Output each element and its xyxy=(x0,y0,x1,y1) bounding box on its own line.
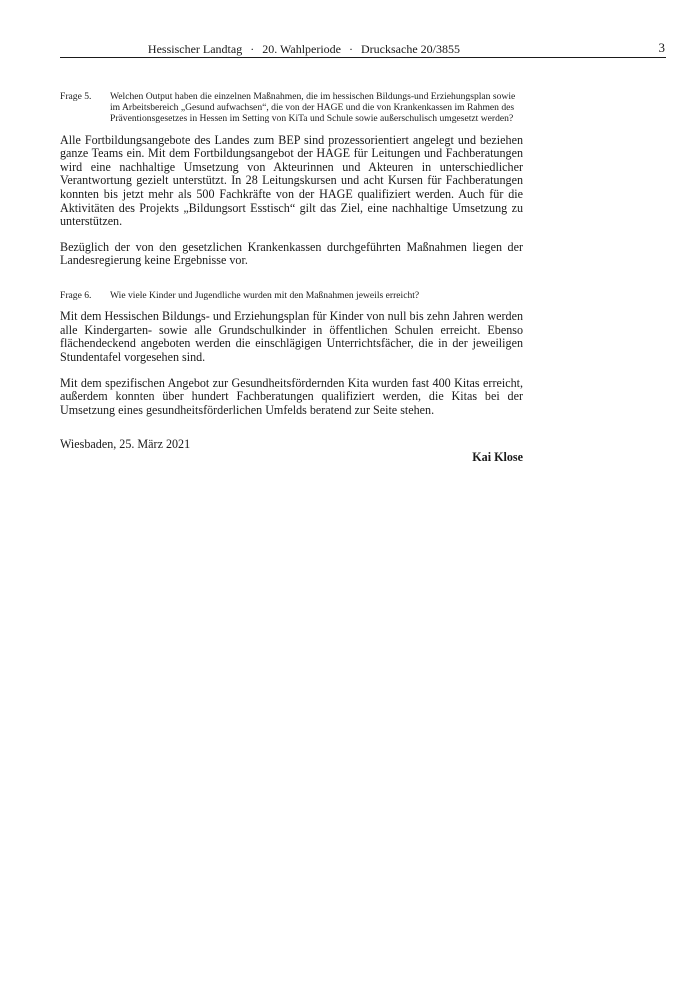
place-and-date: Wiesbaden, 25. März 2021 xyxy=(60,437,191,452)
question-5 xyxy=(60,91,523,125)
header-parliament: Hessischer Landtag xyxy=(147,42,243,56)
closing-block xyxy=(60,438,523,466)
answer-paragraph: Alle Fortbildungsangebote des Landes zum BEP sind prozessorientiert angelegt und beziehen ganze Teams ein. Mit dem Fortbildungsangebot der HAGE für Leitungen und Fachberatungen wird eine nachhaltige Umsetzung von Akteurinnen und Akteuren in unterschiedlicher Verantwortung gezielt unterstützt. In 28 Leitungskursen und acht Kursen für Fachberatungen konnten bis jetzt mehr als 500 Fachkräfte von der HAGE qualifiziert werden. Auch für die Aktivitäten des Projekts „Bildungsort Esstisch“ gilt das Ziel, eine nachhaltige Umsetzung zu unterstützen. xyxy=(60,132,523,229)
header-rule xyxy=(60,57,666,58)
question-text: Wie viele Kinder und Jugendliche wurden mit den Maßnahmen jeweils erreicht? xyxy=(110,289,420,301)
header-separator: · xyxy=(349,42,354,56)
document-body xyxy=(60,91,523,466)
header-separator: · xyxy=(250,42,255,56)
answer-paragraph: Mit dem spezifischen Angebot zur Gesundheitsfördernden Kita wurden fast 400 Kitas erreicht, außerdem konnten über hundert Fachberatungen qualifiziert werden, die Kitas bei der Umsetzung eines gesundheitsförderlichen Umfelds beratend zur Seite stehen. xyxy=(60,375,523,417)
question-label: Frage 6. xyxy=(60,289,92,301)
header-reference-line xyxy=(120,41,460,57)
question-6 xyxy=(60,290,523,301)
header-period: 20. Wahlperiode xyxy=(262,42,342,56)
question-label: Frage 5. xyxy=(60,91,92,102)
question-text: Welchen Output haben die einzelnen Maßnahmen, die im hessischen Bildungs-und Erziehungsplan sowie im Arbeitsbereich „Gesund aufwachsen“, die von der HAGE und die von Krankenkassen im Rahmen des Präventionsgesetzes in Hessen im Setting von KiTa und Schule sowie außerschulisch umgesetzt werden? xyxy=(110,91,516,125)
signatory-name: Kai Klose xyxy=(472,450,523,465)
page-number: 3 xyxy=(658,40,665,55)
header-document-ref: Drucksache 20/3855 xyxy=(361,42,460,56)
answer-paragraph: Bezüglich der von den gesetzlichen Krankenkassen durchgeführten Maßnahmen liegen der Landesregierung keine Ergebnisse vor. xyxy=(60,239,523,268)
answer-paragraph: Mit dem Hessischen Bildungs- und Erziehungsplan für Kinder von null bis zehn Jahren werden alle Kindergarten- sowie alle Grundschulkinder in öffentlichen Schulen erreicht. Ebenso flächendeckend angeboten werden die einschlägigen Unterrichtsfächer, die in der jeweiligen Stundentafel vorgesehen sind. xyxy=(60,309,523,364)
